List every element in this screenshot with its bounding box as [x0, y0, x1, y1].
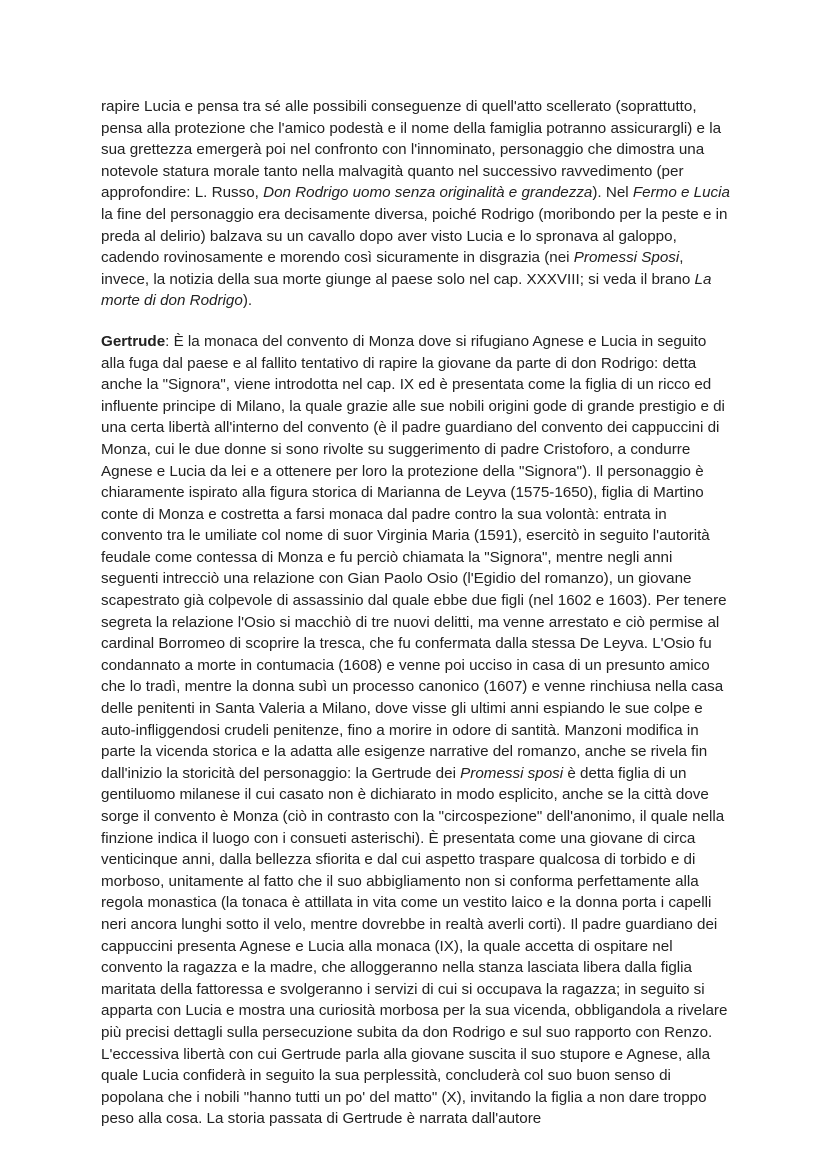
book-title: Promessi sposi: [460, 764, 564, 782]
book-title: La morte di don Rodrigo: [101, 270, 712, 310]
text-run: è detta figlia di un gentiluomo milanese il cui casato non è dichiarato in modo esplicito, anche se la città dove sorge il convento è Monza (ciò in contrasto con la "circospezione" dell'anonimo, il quale nella finzione indica il luogo con i consueti asterischi). È presentata come una giovane di circa venticinque anni, dalla bellezza sfiorita e dal cui aspetto traspare qualcosa di torbido e di morboso, unitamente al fatto che il suo abbigliamento non si conforma perfettamente alla regola monastica (la tonaca è attillata in vita come un vestito laico e la donna porta i capelli neri ancora lunghi sotto il velo, mentre dovrebbe in realtà averli corti). Il padre guardiano dei cappuccini presenta Agnese e Lucia alla monaca (IX), la quale accetta di ospitare nel convento la ragazza e la madre, che alloggeranno nella stanza lasciata libera dalla figlia maritata della fattoressa e svolgeranno i servizi di cui si occupava la ragazza; in seguito si apparta con Lucia e mostra una curiosità morbosa per la sua vicenda, obbligandola a rivelare più precisi dettagli sulla persecuzione subita da don Rodrigo e sul suo rapporto con Renzo. L'eccessiva libertà con cui Gertrude parla alla giovane suscita il suo stupore e Agnese, alla quale Lucia confiderà in seguito la sua perplessità, concluderà col suo buon senso di popolana che i nobili "hanno tutti un po' del matto" (X), invitando la figlia a non dare troppo peso alla cosa. La storia passata di Gertrude è narrata dall'autore: [101, 764, 728, 1128]
paragraph-don-rodrigo: [101, 96, 731, 312]
paragraph-gertrude: [101, 331, 731, 1130]
character-heading: Gertrude: [101, 332, 166, 350]
text-run: la fine del personaggio era decisamente diversa, poiché Rodrigo (moribondo per la peste e in preda al delirio) balzava su un cavallo dopo aver visto Lucia e lo spronava al galoppo, cadendo rovinosamente e morendo così sicuramente in disgrazia (nei: [101, 205, 728, 267]
book-title: Fermo e Lucia: [632, 184, 730, 202]
text-run: ). Nel: [592, 184, 633, 202]
book-title: Promessi Sposi: [573, 249, 680, 267]
text-run: rapire Lucia e pensa tra sé alle possibili conseguenze di quell'atto scellerato (soprattutto, pensa alla protezione che l'amico podestà e il nome della famiglia potranno assicurargli) e la sua grettezza emergerà poi nel confronto con l'innominato, personaggio che dimostra una notevole statura morale tanto nella malvagità quanto nel successivo ravvedimento (per approfondire: L. Russo,: [101, 98, 722, 202]
book-title: Don Rodrigo uomo senza originalità e grandezza: [263, 184, 593, 202]
document-page: [101, 96, 731, 1130]
text-run: , invece, la notizia della sua morte giunge al paese solo nel cap. XXXVIII; si veda il brano: [101, 249, 695, 288]
text-run: ).: [242, 292, 253, 310]
text-run: : È la monaca del convento di Monza dove si rifugiano Agnese e Lucia in seguito alla fuga dal paese e al fallito tentativo di rapire la giovane da parte di don Rodrigo: detta anche la "Signora", viene introdotta nel cap. IX ed è presentata come la figlia di un ricco ed influente principe di Milano, la quale grazie alle sue nobili origini gode di grande prestigio e di una certa libertà all'interno del convento (è il padre guardiano del convento dei cappuccini di Monza, cui le due donne si sono rivolte su suggerimento di padre Cristoforo, a condurre Agnese e Lucia da lei e a ottenere per loro la protezione della "Signora"). Il personaggio è chiaramente ispirato alla figura storica di Marianna de Leyva (1575-1650), figlia di Martino conte di Monza e costretta a farsi monaca dal padre contro la sua volontà: entrata in convento tra le umiliate col nome di suor Virginia Maria (1591), esercitò in seguito l'autorità feudale come contessa di Monza e fu perciò chiamata la "Signora", mentre negli anni seguenti intrecciò una relazione con Gian Paolo Osio (l'Egidio del romanzo), un giovane scapestrato già colpevole di assassinio dal quale ebbe due figli (nel 1602 e 1603). Per tenere segreta la relazione l'Osio si macchiò di tre nuovi delitti, ma venne arrestato e ciò permise al cardinal Borromeo di scoprire la tresca, che fu confermata dalla stessa De Leyva. L'Osio fu condannato a morte in contumacia (1608) e venne poi ucciso in casa di un presunto amico che lo tradì, mentre la donna subì un processo canonico (1607) e venne rinchiusa nella casa delle penitenti in Santa Valeria a Milano, dove visse gli ultimi anni espiando le sue colpe e auto-infliggendosi crudeli penitenze, fino a morire in odore di santità. Manzoni modifica in parte la vicenda storica e la adatta alle esigenze narrative del romanzo, anche se rivela fin dall'inizio la storicità del personaggio: la Gertrude dei: [101, 332, 727, 782]
